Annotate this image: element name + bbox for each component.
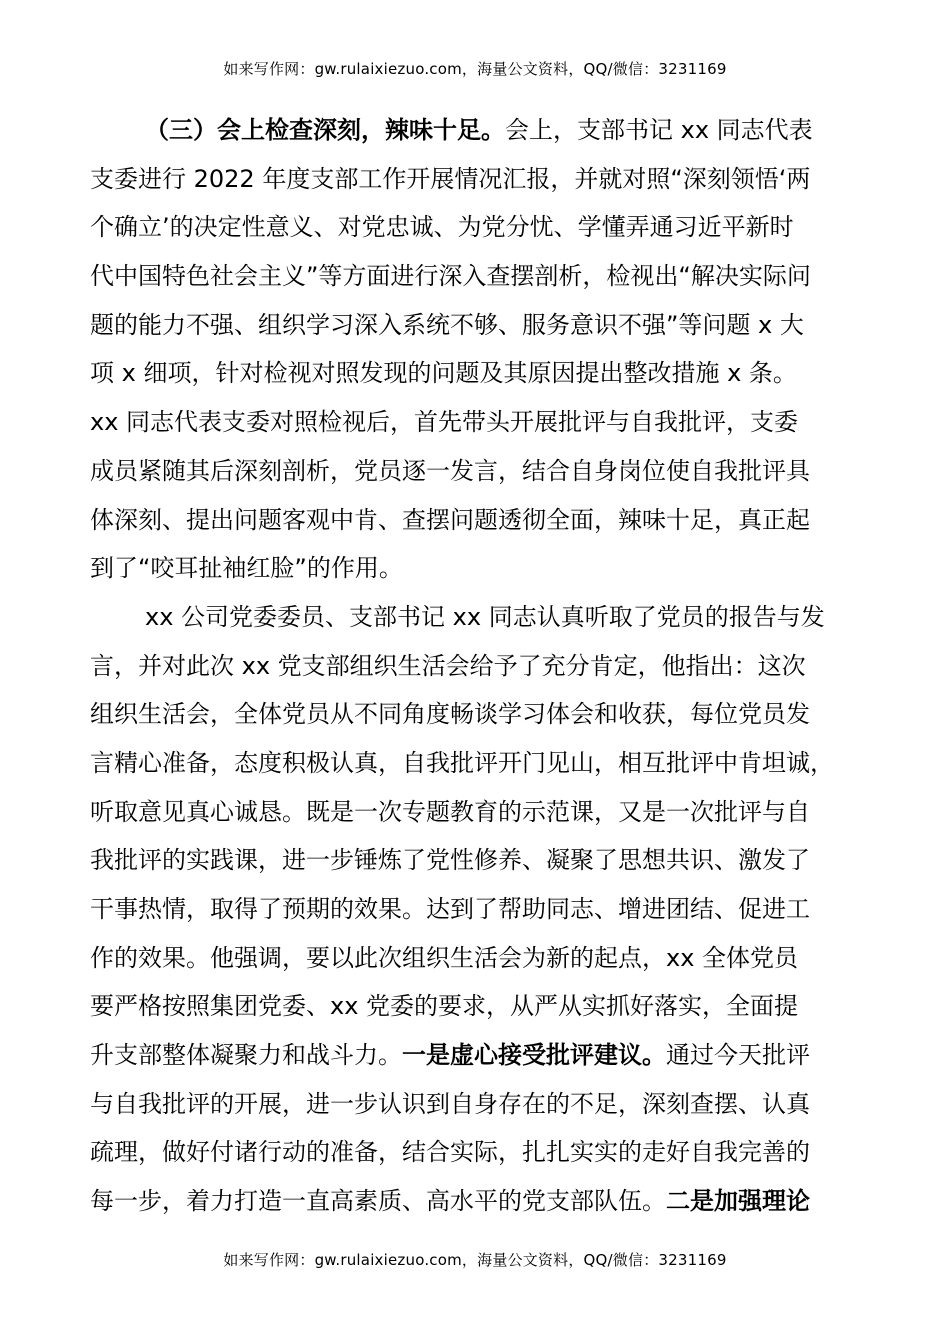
section-heading: （三）会上检查深刻，辣味十足。 <box>145 116 505 144</box>
paragraph-line: 言，并对此次 xx 党支部组织生活会给予了充分肯定，他指出：这次 <box>90 651 806 680</box>
footer-watermark: 如来写作网：gw.rulaixiezuo.com，海量公文资料，QQ/微信：3231169 <box>223 1251 727 1269</box>
header-watermark: 如来写作网：gw.rulaixiezuo.com，海量公文资料，QQ/微信：3231169 <box>223 60 727 78</box>
paragraph-line: 我批评的实践课，进一步锤炼了党性修养、凝聚了思想共识、激发了 <box>90 846 810 875</box>
paragraph-line: 代中国特色社会主义”等方面进行深入查摆剖析，检视出“解决实际问 <box>90 262 811 291</box>
paragraph-line: 项 x 细项，针对检视对照发现的问题及其原因提出整改措施 x 条。 <box>90 359 797 388</box>
paragraph-line: 言精心准备，态度积极认真，自我批评开门见山，相互批评中肯坦诚， <box>90 748 834 777</box>
paragraph-line: 作的效果。他强调，要以此次组织生活会为新的起点，xx 全体党员 <box>90 943 799 972</box>
paragraph-line: xx 公司党委委员、支部书记 xx 同志认真听取了党员的报告与发 <box>145 602 825 631</box>
paragraph-line: 疏理，做好付诸行动的准备，结合实际，扎扎实实的走好自我完善的 <box>90 1138 810 1167</box>
paragraph-line: 组织生活会，全体党员从不同角度畅谈学习体会和收获，每位党员发 <box>90 700 810 729</box>
paragraph-line: 体深刻、提出问题客观中肯、查摆问题透彻全面，辣味十足，真正起 <box>90 505 810 534</box>
paragraph-line: 到了“咬耳扯袖红脸”的作用。 <box>90 554 403 583</box>
paragraph-line: 听取意见真心诚恳。既是一次专题教育的示范课，又是一次批评与自 <box>90 797 810 826</box>
emphasis-point-two: 二是加强理论 <box>666 1187 810 1216</box>
document-body <box>90 106 870 1226</box>
paragraph-line: 升支部整体凝聚力和战斗力。一是虚心接受批评建议。通过今天批评 <box>90 1041 810 1070</box>
paragraph-line: 个确立’的决定性意义、对党忠诚、为党分忧、学懂弄通习近平新时 <box>90 213 794 242</box>
paragraph-line: 支委进行 2022 年度支部工作开展情况汇报，并就对照“深刻领悟‘两 <box>90 164 811 193</box>
paragraph-line: 题的能力不强、组织学习深入系统不够、服务意识不强”等问题 x 大 <box>90 310 804 339</box>
paragraph-line: 与自我批评的开展，进一步认识到自身存在的不足，深刻查摆、认真 <box>90 1089 810 1118</box>
paragraph-line: 干事热情，取得了预期的效果。达到了帮助同志、增进团结、促进工 <box>90 895 810 923</box>
paragraph-line: 成员紧随其后深刻剖析，党员逐一发言，结合自身岗位使自我批评具 <box>90 456 810 485</box>
paragraph-line: xx 同志代表支委对照检视后，首先带头开展批评与自我批评，支委 <box>90 408 799 437</box>
paragraph-line: 要严格按照集团党委、xx 党委的要求，从严从实抓好落实，全面提 <box>90 992 799 1021</box>
paragraph-line: （三）会上检查深刻，辣味十足。会上，支部书记 xx 同志代表 <box>145 116 813 144</box>
emphasis-point-one: 一是虚心接受批评建议。 <box>402 1041 666 1070</box>
paragraph-line: 每一步，着力打造一直高素质、高水平的党支部队伍。二是加强理论 <box>90 1187 810 1216</box>
